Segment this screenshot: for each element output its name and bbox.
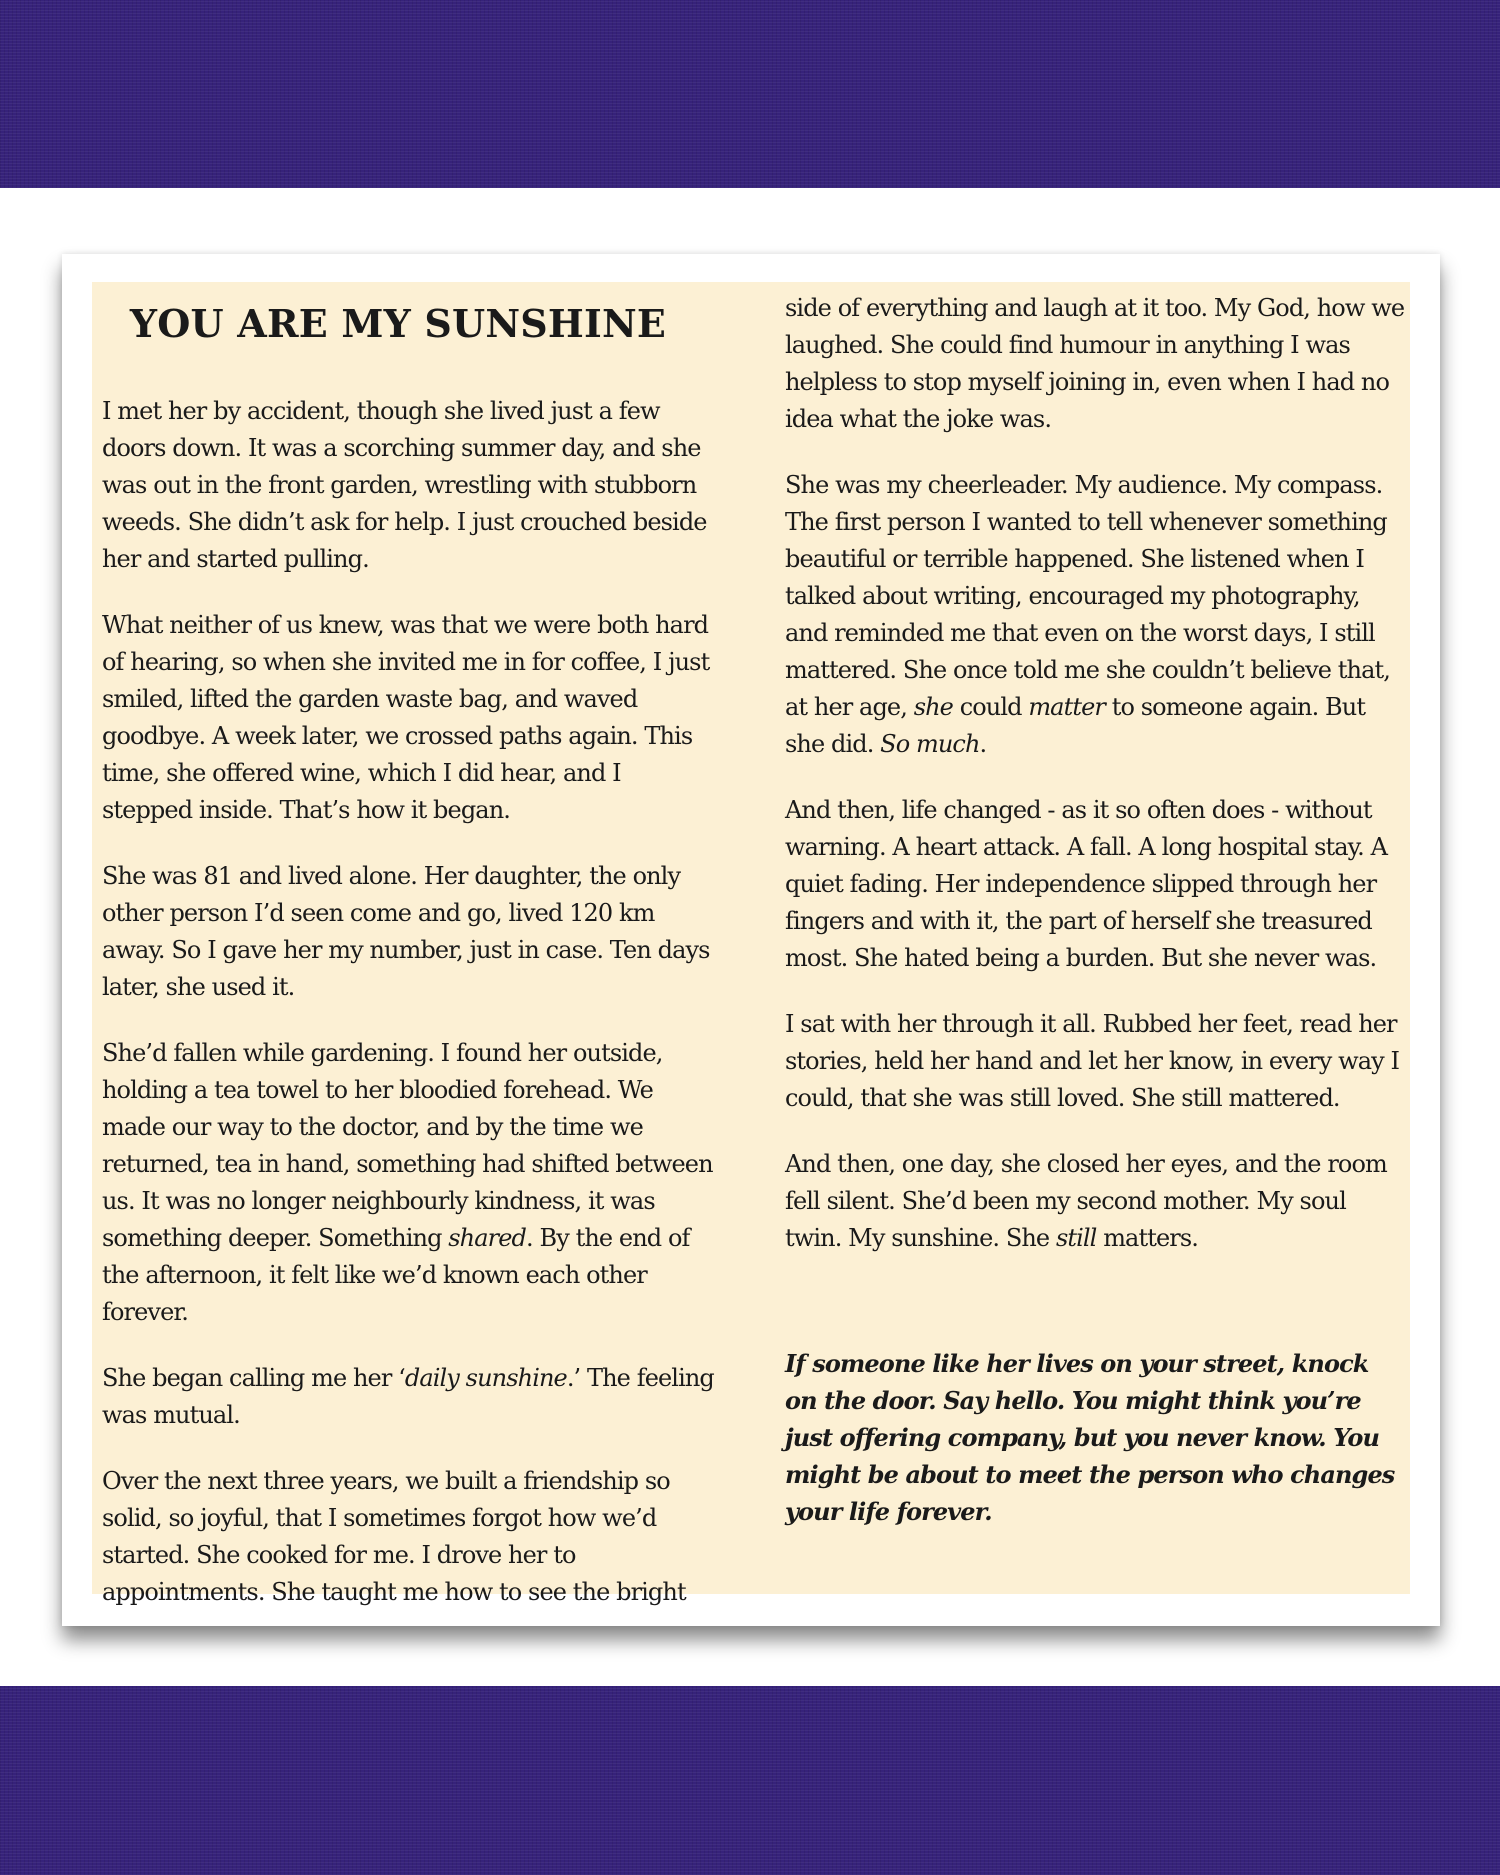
paragraph-11-emphasis: still — [1055, 1224, 1097, 1252]
paragraph-3: She was 81 and lived alone. Her daughter, the only other person I’d seen come and go, lived 120 km away. So I gave her my number, just in case. Ten days later, she used it. — [102, 862, 710, 1001]
paragraph-1: I met her by accident, though she lived just a few doors down. It was a scorching summer day, and she was out in the front garden, wrestling with stubborn weeds. She didn’t ask for help. I just crouched beside her and started pulling. — [102, 397, 707, 573]
paragraph-8-text-b: could — [952, 693, 1029, 721]
paragraph-8 — [785, 467, 1405, 763]
paragraph-8-text-a: She was my cheerleader. My audience. My compass. The first person I wanted to tell whenever something beautiful or terrible happened. She listened when I talked about writing, encouraged my photography, and reminded me that even on the worst days, I still mattered. She once told me she couldn’t believe that, at her age, — [785, 471, 1390, 721]
paragraph-8-text-d: . — [979, 730, 987, 758]
paragraph-2: What neither of us knew, was that we were both hard of hearing, so when she invited me in for coffee, I just smiled, lifted the garden waste bag, and waved goodbye. A week later, we crossed paths again. This time, she offered wine, which I did hear, and I stepped inside. That’s how it began. — [102, 611, 710, 824]
paragraph-11-text-a: And then, one day, she closed her eyes, and the room fell silent. She’d been my second mother. My soul twin. My sunshine. She — [785, 1150, 1387, 1252]
top-purple-band — [0, 0, 1500, 188]
paragraph-5-text-b: .’ The feeling was mutual. — [102, 1364, 714, 1429]
bottom-purple-band — [0, 1686, 1500, 1875]
paragraph-4 — [102, 1035, 714, 1331]
left-column — [102, 282, 714, 1640]
paragraph-4-text-b: . By the end of the afternoon, it felt like we’d known each other forever. — [102, 1224, 690, 1326]
paragraph-7: side of everything and laugh at it too. My God, how we laughed. She could find humour in anything I was helpless to stop myself joining in, even when I had no idea what the joke was. — [785, 294, 1405, 433]
paragraph-4-text-a: She’d fallen while gardening. I found her outside, holding a tea towel to her bloodied forehead. We made our way to the doctor, and by the time we returned, tea in hand, something had shifted between us. It was no longer neighbourly kindness, it was something deeper. Something — [102, 1039, 713, 1252]
paragraph-8-emphasis-3: So much — [880, 730, 980, 758]
right-column — [785, 282, 1405, 1559]
paragraph-8-text-c: to someone again. But she did. — [785, 693, 1366, 758]
page-card — [62, 254, 1440, 1626]
paragraph-6: Over the next three years, we built a friendship so solid, so joyful, that I sometimes forgot how we’d started. She cooked for me. I drove her to appointments. She taught me how to see the bright — [102, 1467, 686, 1606]
closing-callout: If someone like her lives on your street, knock on the door. Say hello. You might think you’re just offering company, but you never know. You might be about to meet the person who changes your life forever. — [785, 1349, 1395, 1526]
paragraph-11 — [785, 1146, 1405, 1257]
article-title: YOU ARE MY SUNSHINE — [129, 301, 667, 346]
paragraph-8-emphasis-1: she — [913, 693, 953, 721]
paragraph-5-text-a: She began calling me her ‘ — [102, 1364, 405, 1392]
paragraph-8-emphasis-2: matter — [1028, 693, 1105, 721]
paragraph-4-emphasis: shared — [448, 1224, 526, 1252]
paragraph-10: I sat with her through it all. Rubbed her feet, read her stories, held her hand and let her know, in every way I could, that she was still loved. She still mattered. — [785, 1010, 1400, 1112]
paragraph-11-text-b: matters. — [1096, 1224, 1198, 1252]
paragraph-9: And then, life changed - as it so often does - without warning. A heart attack. A fall. A long hospital stay. A quiet fading. Her independence slipped through her fingers and with it, the part of herself she treasured most. She hated being a burden. But she never was. — [785, 796, 1388, 972]
paragraph-5 — [102, 1360, 714, 1434]
paragraph-5-emphasis: daily sunshine — [404, 1364, 567, 1392]
article-panel — [92, 282, 1410, 1606]
